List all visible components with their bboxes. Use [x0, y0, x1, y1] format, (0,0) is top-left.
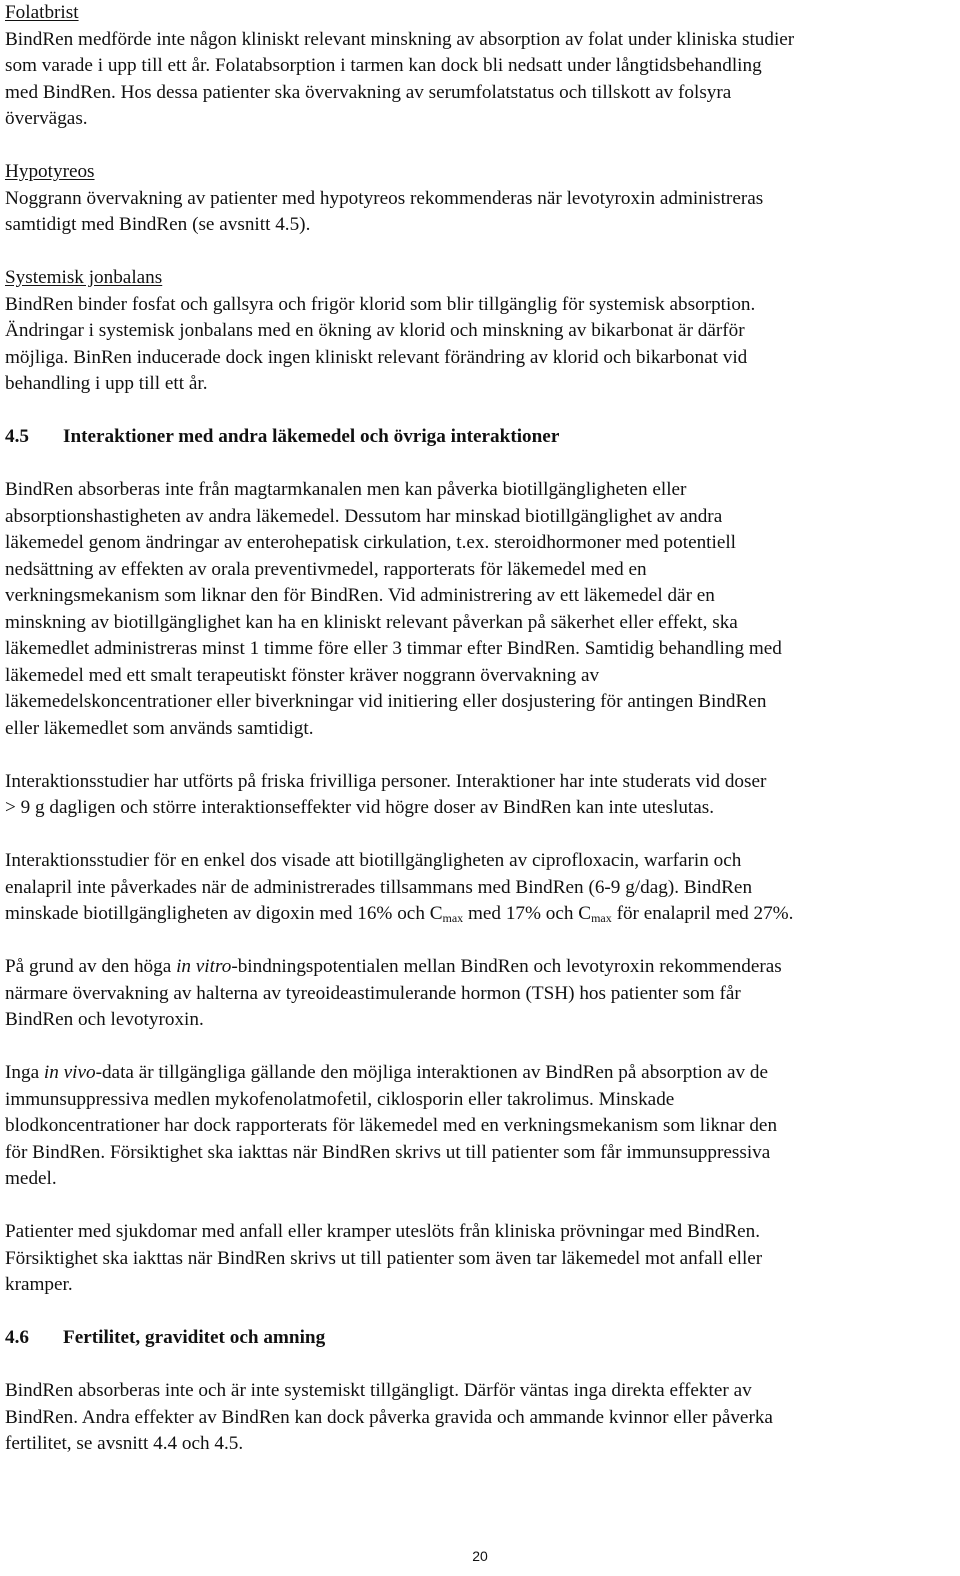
- paragraph-line: BindRen absorberas inte och är inte systemiskt tillgängligt. Därför väntas inga direkta effekter av: [5, 1380, 752, 1401]
- paragraph-line: behandling i upp till ett år.: [5, 373, 208, 394]
- section-heading-4-5: [5, 424, 955, 451]
- paragraph-line: medel.: [5, 1168, 57, 1189]
- paragraph-line: läkemedlet administreras minst 1 timme före eller 3 timmar efter BindRen. Samtidig behandling med: [5, 638, 782, 659]
- subheading-ion-balance: Systemisk jonbalans: [5, 267, 163, 288]
- paragraph-line: övervägas.: [5, 108, 88, 129]
- paragraph-line: för BindRen. Försiktighet ska iakttas när BindRen skrivs ut till patienter som får immunsuppressiva: [5, 1141, 771, 1163]
- paragraph-line: läkemedelskoncentrationer eller biverkningar vid initiering eller dosjustering för antingen BindRen: [5, 691, 767, 712]
- subheading-hypothyroidism: Hypotyreos: [5, 161, 95, 182]
- paragraph-line: [5, 901, 955, 928]
- paragraph-line: nedsättning av effekten av orala preventivmedel, rapporterats för läkemedel med en: [5, 558, 647, 580]
- paragraph-line: Noggrann övervakning av patienter med hypotyreos rekommenderas när levotyroxin administreras: [5, 187, 764, 209]
- document-page: [5, 0, 955, 1458]
- paragraph-line: möjliga. BinRen inducerade dock ingen kliniskt relevant förändring av klorid och bikarbonat vid: [5, 346, 748, 368]
- subscript-max: max: [442, 911, 464, 925]
- paragraph-line: enalapril inte påverkades när de administrerades tillsammans med BindRen (6-9 g/dag). BindRen: [5, 876, 753, 898]
- paragraph-line: fertilitet, se avsnitt 4.4 och 4.5.: [5, 1433, 244, 1454]
- paragraph-line: absorptionshastigheten av andra läkemedel. Dessutom har minskad biotillgänglighet av andra: [5, 505, 723, 527]
- page-number: 20: [472, 1548, 488, 1564]
- paragraph-line: Patienter med sjukdomar med anfall eller kramper uteslöts från kliniska prövningar med BindRen.: [5, 1221, 761, 1242]
- paragraph-line: immunsuppressiva medlen mykofenolatmofetil, ciklosporin eller takrolimus. Minskade: [5, 1088, 675, 1110]
- paragraph-line: med BindRen. Hos dessa patienter ska övervakning av serumfolatstatus och tillskott av folsyra: [5, 81, 732, 103]
- paragraph-line: som varade i upp till ett år. Folatabsorption i tarmen kan dock bli nedsatt under långtidsbehandling: [5, 55, 762, 76]
- paragraph-line: minskning av biotillgänglighet kan ha en kliniskt relevant påverkan på säkerhet eller effekt, ska: [5, 611, 738, 633]
- paragraph-line: läkemedel med ett smalt terapeutiskt fönster kräver noggrann övervakning av: [5, 664, 600, 686]
- paragraph-line: BindRen absorberas inte från magtarmkanalen men kan påverka biotillgängligheten eller: [5, 479, 687, 500]
- italic-term: in vivo: [43, 1062, 96, 1083]
- paragraph-line: BindRen binder fosfat och gallsyra och frigör klorid som blir tillgänglig för systemisk absorption.: [5, 293, 756, 315]
- paragraph-line: Interaktionsstudier för en enkel dos visade att biotillgängligheten av ciprofloxacin, warfarin och: [5, 850, 742, 871]
- paragraph-line: närmare övervakning av halterna av tyreoideastimulerande hormon (TSH) hos patienter som får: [5, 982, 741, 1004]
- paragraph-line: läkemedel genom ändringar av enterohepatisk cirkulation, t.ex. steroidhormoner med potentiell: [5, 532, 737, 553]
- italic-term: in vitro: [176, 956, 232, 977]
- subscript-max: max: [591, 911, 612, 925]
- section-title: Interaktioner med andra läkemedel och övriga interaktioner: [63, 426, 560, 447]
- paragraph-line: BindRen och levotyroxin.: [5, 1009, 204, 1030]
- paragraph-line: BindRen. Andra effekter av BindRen kan dock påverka gravida och ammande kvinnor eller påverka: [5, 1406, 773, 1428]
- text-run: -data är tillgängliga gällande den möjliga interaktionen av BindRen på absorption av de: [95, 1062, 769, 1083]
- paragraph-line: > 9 g dagligen och större interaktionseffekter vid högre doser av BindRen kan inte uteslutas.: [5, 797, 715, 818]
- text-run: minskade biotillgängligheten av digoxin med 16% och C: [5, 903, 443, 924]
- paragraph-line: BindRen medförde inte någon kliniskt relevant minskning av absorption av folat under kliniska studier: [5, 28, 795, 50]
- paragraph-line: samtidigt med BindRen (se avsnitt 4.5).: [5, 214, 311, 235]
- text-run: -bindningspotentialen mellan BindRen och levotyroxin rekommenderas: [231, 956, 782, 977]
- section-number: 4.6: [5, 1327, 29, 1348]
- paragraph-line: blodkoncentrationer har dock rapporterats för läkemedel med en verkningsmekanism som liknar den: [5, 1115, 778, 1136]
- text-run: På grund av den höga: [5, 956, 177, 977]
- paragraph-line: eller läkemedlet som används samtidigt.: [5, 717, 314, 739]
- section-heading-4-6: [5, 1325, 955, 1352]
- section-number: 4.5: [5, 426, 29, 447]
- section-title: Fertilitet, graviditet och amning: [63, 1327, 326, 1348]
- paragraph-line: verkningsmekanism som liknar den för BindRen. Vid administrering av ett läkemedel där en: [5, 585, 715, 606]
- text-run: med 17% och C: [463, 903, 592, 924]
- subheading-folate: Folatbrist: [5, 2, 79, 23]
- text-run: för enalapril med 27%.: [611, 903, 794, 924]
- paragraph-line: [5, 1060, 955, 1087]
- paragraph-line: kramper.: [5, 1274, 73, 1295]
- paragraph-line: Interaktionsstudier har utförts på friska frivilliga personer. Interaktioner har inte studerats vid doser: [5, 770, 767, 792]
- paragraph-line: Ändringar i systemisk jonbalans med en ökning av klorid och minskning av bikarbonat är därför: [5, 320, 745, 341]
- paragraph-line: Försiktighet ska iakttas när BindRen skrivs ut till patienter som även tar läkemedel mot anfall eller: [5, 1247, 763, 1269]
- paragraph-line: [5, 954, 955, 981]
- text-run: Inga: [5, 1062, 44, 1083]
